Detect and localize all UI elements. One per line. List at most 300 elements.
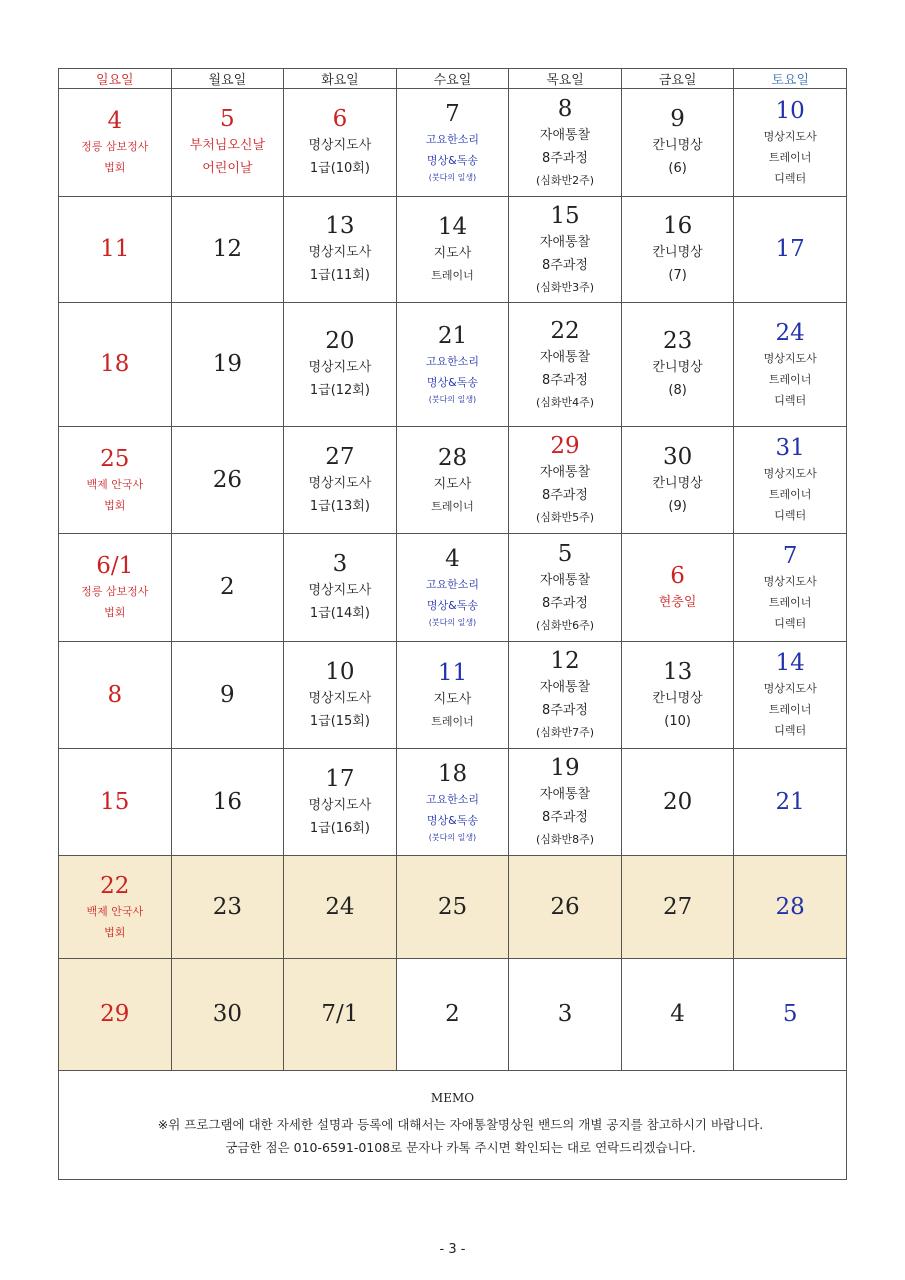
event-text: 디렉터	[774, 171, 807, 185]
day-cell	[171, 197, 284, 303]
event-text: (심화반3주)	[535, 280, 595, 294]
day-cell	[621, 427, 734, 534]
event-text: 명상&독송	[426, 813, 479, 827]
event-text: 1급(14회)	[309, 606, 370, 621]
day-content	[172, 105, 284, 180]
day-number: 23	[662, 328, 693, 354]
event-text: (심화반8주)	[535, 833, 595, 846]
event-text: 명상지도사	[763, 574, 817, 588]
day-content	[172, 573, 284, 602]
day-number: 20	[325, 328, 355, 354]
day-number: 27	[662, 893, 693, 920]
event-text: 트레이너	[768, 372, 812, 386]
day-content	[622, 788, 734, 817]
header-wednesday: 수요일	[396, 69, 509, 89]
day-content	[397, 1000, 509, 1029]
day-content	[397, 659, 509, 732]
event-text: 트레이너	[431, 499, 474, 513]
day-number: 29	[550, 433, 580, 459]
event-text: 1급(11회)	[309, 268, 370, 283]
day-cell	[396, 303, 509, 427]
header-monday: 월요일	[171, 69, 284, 89]
day-content	[59, 552, 171, 623]
event-text: 칸니명상	[652, 475, 703, 491]
event-text: (심화반4주)	[535, 395, 595, 409]
day-number: 4	[445, 546, 460, 572]
memo-line: ※위 프로그램에 대한 자세한 설명과 등록에 대해서는 자애통찰명상원 밴드의 개별 공지를 참고하시기 바랍니다.	[157, 1117, 764, 1132]
header-saturday: 토요일	[734, 69, 847, 89]
day-number: 27	[325, 443, 355, 470]
day-content	[734, 434, 846, 526]
event-text: 트레이너	[768, 150, 812, 164]
event-text: (심화반5주)	[535, 511, 595, 524]
day-content	[284, 765, 396, 840]
day-cell	[171, 303, 284, 427]
event-text: 명상&독송	[426, 599, 479, 612]
event-text: 트레이너	[768, 703, 812, 716]
day-cell	[396, 427, 509, 534]
event-text: 자애통찰	[539, 680, 591, 695]
event-text: 명상지도사	[763, 129, 817, 143]
event-text: (붓다의 일생)	[428, 832, 477, 842]
day-cell	[734, 89, 847, 197]
event-text: 명상지도사	[308, 583, 372, 598]
day-number: 12	[550, 648, 580, 674]
event-text: 법회	[104, 606, 126, 619]
event-text: 8주과정	[542, 150, 588, 166]
header-friday: 금요일	[621, 69, 734, 89]
week-row	[59, 642, 847, 749]
event-text: 백제 안국사	[86, 904, 144, 918]
page-number: - 3 -	[439, 1242, 466, 1257]
day-content	[509, 95, 621, 191]
event-text: 자애통찰	[539, 349, 591, 365]
day-cell	[396, 534, 509, 642]
day-cell	[59, 642, 172, 749]
day-number: 28	[437, 444, 468, 471]
day-cell	[284, 959, 397, 1071]
day-content	[397, 760, 509, 845]
day-content	[734, 788, 846, 817]
day-cell	[509, 856, 622, 959]
day-content	[172, 893, 284, 922]
event-text: (심화반6주)	[535, 618, 595, 632]
day-number: 23	[212, 893, 242, 920]
day-number: 14	[775, 650, 805, 676]
day-number: 5	[557, 540, 573, 567]
event-text: 디렉터	[774, 724, 807, 737]
day-content	[172, 235, 284, 264]
header-tuesday: 화요일	[284, 69, 397, 89]
event-text: 디렉터	[774, 616, 807, 630]
day-content	[172, 788, 284, 817]
day-cell	[621, 89, 734, 197]
day-content	[397, 444, 509, 517]
day-number: 24	[325, 893, 355, 920]
day-number: 22	[100, 872, 130, 899]
day-content	[622, 212, 734, 287]
day-number: 5	[220, 106, 235, 132]
event-text: (붓다의 일생)	[428, 395, 477, 404]
event-text: 명상지도사	[763, 682, 817, 695]
memo-cell	[59, 1071, 847, 1180]
event-text: 지도사	[433, 246, 472, 261]
day-content	[284, 893, 396, 922]
day-content	[509, 540, 621, 636]
calendar-body	[59, 89, 847, 1071]
event-text: 법회	[104, 161, 126, 174]
day-content	[622, 443, 734, 518]
day-number: 26	[212, 466, 242, 493]
day-content	[172, 466, 284, 495]
memo-row	[59, 1071, 847, 1180]
day-content	[59, 788, 171, 817]
day-number: 9	[220, 681, 235, 708]
day-number: 26	[550, 893, 580, 920]
day-number: 3	[557, 1001, 573, 1027]
event-text: 8주과정	[542, 372, 588, 388]
event-text: 8주과정	[542, 488, 588, 503]
day-cell	[509, 959, 622, 1071]
event-text: 지도사	[433, 476, 472, 492]
memo-title: MEMO	[430, 1091, 475, 1105]
day-cell	[171, 427, 284, 534]
day-content	[59, 872, 171, 943]
week-row	[59, 856, 847, 959]
day-number: 3	[332, 551, 348, 577]
event-text: 칸니명상	[652, 245, 703, 260]
day-number: 18	[437, 760, 468, 787]
memo-line: 궁금한 점은 010-6591-0108로 문자나 카톡 주시면 확인되는 대로 연락드리겠습니다.	[225, 1140, 696, 1155]
day-content	[509, 754, 621, 850]
event-text: 명상지도사	[308, 475, 372, 491]
day-cell	[621, 959, 734, 1071]
day-number: 30	[662, 443, 693, 470]
day-cell	[284, 89, 397, 197]
day-number: 10	[775, 97, 805, 124]
memo-box	[59, 1079, 846, 1171]
event-text: 명상지도사	[308, 360, 372, 375]
week-row	[59, 303, 847, 427]
day-cell	[284, 197, 397, 303]
day-content	[622, 658, 734, 733]
day-content	[734, 649, 846, 741]
day-number: 28	[775, 893, 805, 920]
day-content	[622, 1000, 734, 1029]
day-number: 16	[662, 213, 693, 239]
day-number: 15	[100, 788, 130, 815]
day-cell	[284, 427, 397, 534]
day-number: 25	[437, 893, 468, 920]
day-number: 10	[325, 658, 355, 685]
day-number: 29	[100, 1001, 130, 1027]
day-content	[284, 105, 396, 180]
day-cell	[509, 749, 622, 856]
day-content	[509, 1000, 621, 1029]
day-content	[59, 1000, 171, 1029]
day-cell	[509, 197, 622, 303]
day-content	[397, 213, 509, 286]
day-cell	[284, 534, 397, 642]
day-content	[622, 562, 734, 614]
day-number: 31	[775, 435, 805, 461]
day-cell	[284, 749, 397, 856]
day-cell	[734, 642, 847, 749]
day-number: 8	[107, 681, 123, 708]
event-text: 1급(15회)	[309, 713, 370, 729]
day-number: 6	[670, 562, 685, 589]
day-content	[397, 322, 509, 407]
day-content	[622, 327, 734, 402]
day-cell	[171, 749, 284, 856]
event-text: (7)	[668, 268, 687, 283]
day-content	[284, 327, 396, 402]
day-content	[172, 1000, 284, 1029]
day-cell	[59, 197, 172, 303]
day-cell	[621, 197, 734, 303]
day-content	[397, 893, 509, 922]
day-number: 7	[445, 101, 460, 127]
week-row	[59, 89, 847, 197]
event-text: (10)	[664, 713, 691, 729]
day-cell	[396, 959, 509, 1071]
day-cell	[171, 856, 284, 959]
day-number: 16	[212, 788, 242, 815]
day-cell	[621, 642, 734, 749]
day-content	[622, 893, 734, 922]
day-cell	[59, 749, 172, 856]
event-text: 백제 안국사	[86, 477, 144, 491]
day-cell	[59, 959, 172, 1071]
event-text: 칸니명상	[652, 138, 703, 153]
day-cell	[59, 534, 172, 642]
day-cell	[396, 642, 509, 749]
event-text: (8)	[668, 383, 687, 398]
event-text: (9)	[668, 498, 687, 514]
day-content	[284, 550, 396, 625]
day-content	[59, 350, 171, 379]
day-content	[734, 319, 846, 411]
day-number: 2	[445, 1001, 460, 1027]
event-text: 1급(12회)	[309, 383, 370, 398]
day-cell	[734, 959, 847, 1071]
day-cell	[621, 749, 734, 856]
day-cell	[621, 303, 734, 427]
day-cell	[621, 534, 734, 642]
event-text: 트레이너	[431, 269, 474, 282]
week-row	[59, 197, 847, 303]
day-cell	[171, 959, 284, 1071]
event-text: 자애통찰	[539, 127, 591, 143]
day-cell	[59, 89, 172, 197]
event-text: 법회	[104, 498, 126, 512]
day-number: 13	[662, 658, 693, 685]
day-cell	[621, 856, 734, 959]
day-number: 22	[550, 317, 580, 344]
day-content	[734, 235, 846, 264]
day-cell	[734, 303, 847, 427]
day-content	[284, 212, 396, 287]
header-thursday: 목요일	[509, 69, 622, 89]
day-number: 19	[550, 755, 580, 781]
day-cell	[396, 749, 509, 856]
event-text: 자애통찰	[539, 465, 591, 480]
week-row	[59, 534, 847, 642]
day-number: 8	[557, 95, 573, 122]
event-text: 부처님오신날	[189, 138, 266, 153]
day-cell	[734, 749, 847, 856]
calendar-table	[58, 68, 847, 1180]
event-text: 명상지도사	[308, 690, 372, 706]
day-number: 21	[437, 323, 468, 349]
day-cell	[396, 89, 509, 197]
day-content	[734, 97, 846, 189]
day-number: 17	[325, 765, 355, 792]
day-number: 2	[220, 574, 235, 600]
event-text: 정릉 삼보정사	[81, 585, 149, 598]
day-cell	[171, 642, 284, 749]
event-text: 1급(16회)	[309, 820, 370, 836]
day-number: 7	[782, 542, 798, 569]
day-cell	[509, 534, 622, 642]
day-number: 9	[670, 106, 685, 132]
event-text: 트레이너	[431, 714, 474, 728]
day-content	[59, 681, 171, 710]
event-text: 고요한소리	[425, 578, 480, 591]
day-content	[397, 100, 509, 185]
day-cell	[396, 197, 509, 303]
week-row	[59, 749, 847, 856]
event-text: 8주과정	[542, 595, 588, 611]
day-number: 6	[332, 106, 348, 132]
day-content	[172, 350, 284, 379]
day-content	[509, 647, 621, 743]
day-content	[509, 202, 621, 298]
event-text: 트레이너	[768, 488, 812, 501]
event-text: 명상지도사	[308, 138, 372, 153]
event-text: (심화반7주)	[535, 726, 595, 739]
day-content	[509, 317, 621, 413]
day-number: 20	[662, 788, 693, 815]
event-text: (심화반2주)	[535, 173, 595, 187]
day-number: 30	[212, 1001, 242, 1027]
day-content	[397, 545, 509, 630]
day-cell	[284, 642, 397, 749]
event-text: 명상지도사	[763, 467, 817, 480]
day-cell	[284, 856, 397, 959]
event-text: 지도사	[433, 691, 472, 707]
event-text: 트레이너	[768, 595, 812, 609]
event-text: 고요한소리	[425, 792, 480, 806]
day-content	[172, 681, 284, 710]
event-text: 자애통찰	[539, 572, 591, 588]
day-content	[622, 105, 734, 180]
day-cell	[734, 427, 847, 534]
event-text: 정릉 삼보정사	[81, 140, 149, 153]
day-number: 12	[212, 236, 242, 262]
day-cell	[59, 303, 172, 427]
event-text: 8주과정	[542, 703, 588, 718]
event-text: 칸니명상	[652, 360, 703, 375]
day-content	[59, 445, 171, 516]
day-number: 24	[775, 319, 805, 346]
day-number: 15	[550, 202, 580, 229]
day-cell	[509, 89, 622, 197]
event-text: 명상지도사	[308, 245, 372, 260]
day-cell	[509, 642, 622, 749]
day-number: 17	[775, 236, 805, 262]
day-content	[734, 893, 846, 922]
event-text: 명상지도사	[308, 797, 372, 813]
day-cell	[284, 303, 397, 427]
day-number: 5	[782, 1001, 798, 1027]
event-text: 고요한소리	[425, 133, 480, 146]
day-number: 21	[775, 788, 805, 815]
event-text: 명상&독송	[426, 376, 479, 389]
day-number: 13	[325, 213, 355, 239]
event-text: 자애통찰	[539, 234, 591, 250]
day-number: 19	[212, 351, 242, 377]
day-cell	[171, 89, 284, 197]
day-number: 11	[437, 659, 468, 686]
event-text: 법회	[104, 925, 126, 939]
event-text: 고요한소리	[425, 355, 480, 368]
day-content	[734, 542, 846, 634]
day-content	[734, 1000, 846, 1029]
header-sunday: 일요일	[59, 69, 172, 89]
day-cell	[396, 856, 509, 959]
day-content	[59, 235, 171, 264]
event-text: 칸니명상	[652, 690, 703, 706]
day-content	[284, 658, 396, 733]
event-text: 현충일	[658, 594, 697, 610]
day-cell	[171, 534, 284, 642]
week-row	[59, 959, 847, 1071]
day-number: 4	[670, 1001, 685, 1027]
day-cell	[734, 197, 847, 303]
event-text: 디렉터	[774, 393, 807, 407]
day-content	[284, 1000, 396, 1029]
event-text: 디렉터	[774, 509, 807, 522]
event-text: (6)	[668, 161, 687, 176]
day-number: 6/1	[96, 553, 134, 579]
event-text: 자애통찰	[539, 787, 591, 802]
day-content	[284, 443, 396, 518]
day-content	[509, 432, 621, 528]
day-number: 4	[107, 108, 123, 134]
day-cell	[59, 427, 172, 534]
day-content	[509, 893, 621, 922]
event-text: 8주과정	[542, 810, 588, 825]
day-number: 18	[100, 351, 130, 377]
day-content	[59, 107, 171, 178]
event-text: 명상지도사	[763, 351, 817, 365]
day-cell	[734, 534, 847, 642]
day-cell	[509, 427, 622, 534]
day-cell	[509, 303, 622, 427]
day-cell	[59, 856, 172, 959]
day-number: 11	[100, 236, 130, 262]
weekday-header-row	[59, 69, 847, 89]
day-number: 14	[437, 214, 468, 240]
event-text: 어린이날	[202, 161, 253, 176]
event-text: 1급(10회)	[309, 161, 370, 176]
event-text: (붓다의 일생)	[428, 173, 477, 182]
event-text: 명상&독송	[426, 154, 479, 167]
event-text: 8주과정	[542, 257, 588, 273]
day-number: 25	[100, 445, 130, 472]
day-cell	[734, 856, 847, 959]
